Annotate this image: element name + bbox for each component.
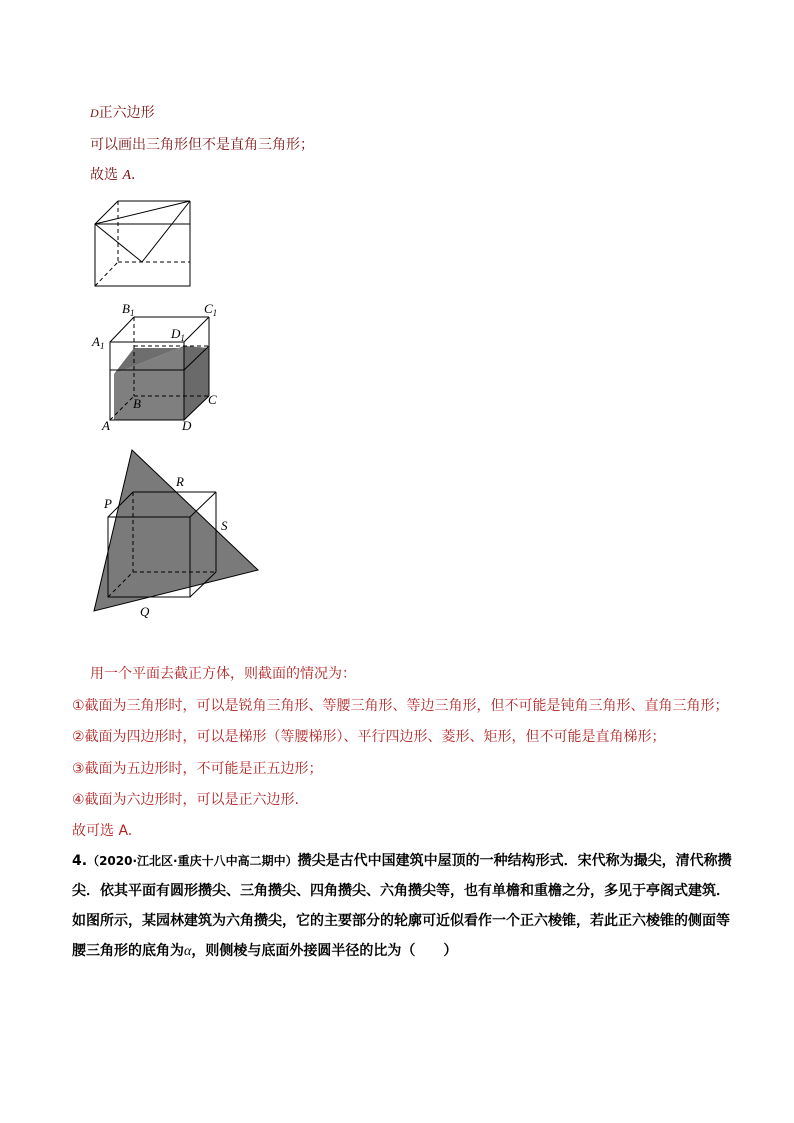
question-4	[72, 846, 732, 967]
label-b1: $B_1$	[122, 301, 135, 318]
summary-item-3: ③截面为五边形时，不可能是正五边形；	[72, 761, 323, 777]
label-d1: $D_1$	[171, 326, 185, 343]
label-r: R	[176, 474, 184, 489]
option-d-line	[90, 104, 155, 122]
label-a1: $A_1$	[92, 334, 105, 351]
label-d: D	[182, 418, 192, 433]
choose-suffix: .	[131, 167, 136, 183]
question-text-1: 攒尖是古代中国建筑中屋顶的一种结构形式．宋代称为撮尖，清代称攒尖．依其平面有圆形攒尖、三角攒尖、四角攒尖、六角攒尖等，也有单檐和重檐之分，多见于亭阁式建筑．如图所示，某园林建筑为六角攒尖，它的主要部分的轮廓可近似看作一个正六棱锥，若此正六棱锥的侧面等腰三角形的底角为	[72, 853, 732, 959]
choose-prefix: 故选	[90, 167, 118, 183]
label-a: A	[102, 418, 110, 433]
label-c1: $C_1$	[204, 301, 218, 318]
choose-line	[90, 166, 135, 185]
summary-item-2: ②截面为四边形时，可以是梯形（等腰梯形）、平行四边形、菱形、矩形，但不可能是直角梯形；	[72, 729, 666, 745]
question-number: 4.	[72, 853, 88, 869]
option-d-letter: D	[90, 106, 99, 120]
choose-letter: A	[122, 168, 132, 183]
label-s: S	[221, 518, 228, 533]
option-d-text: 正六边形	[98, 105, 155, 121]
summary-intro: 用一个平面去截正方体，则截面的情况为：	[90, 666, 356, 682]
question-source: （2020·江北区·重庆十八中高二期中）	[87, 854, 298, 868]
summary-item-1: ①截面为三角形时，可以是锐角三角形、等腰三角形、等边三角形，但不可能是钝角三角形、直角三角形；	[72, 698, 729, 714]
cube-triangle-figure	[90, 196, 200, 295]
alpha-symbol: α	[184, 944, 192, 959]
cube-large-triangle-figure	[88, 446, 268, 625]
label-b: B	[133, 396, 141, 411]
label-c: C	[208, 392, 217, 407]
summary-item-4: ④截面为六边形时，可以是正六边形.	[72, 792, 300, 808]
cube-quadrilateral-figure	[88, 296, 238, 440]
label-p: P	[104, 496, 112, 511]
triangle-note: 可以画出三角形但不是直角三角形；	[90, 137, 314, 153]
summary-conclusion: 故可选 A.	[72, 823, 133, 839]
label-q: Q	[140, 604, 150, 619]
question-text-2: ，则侧棱与底面外接圆半径的比为（ ）	[191, 943, 458, 959]
